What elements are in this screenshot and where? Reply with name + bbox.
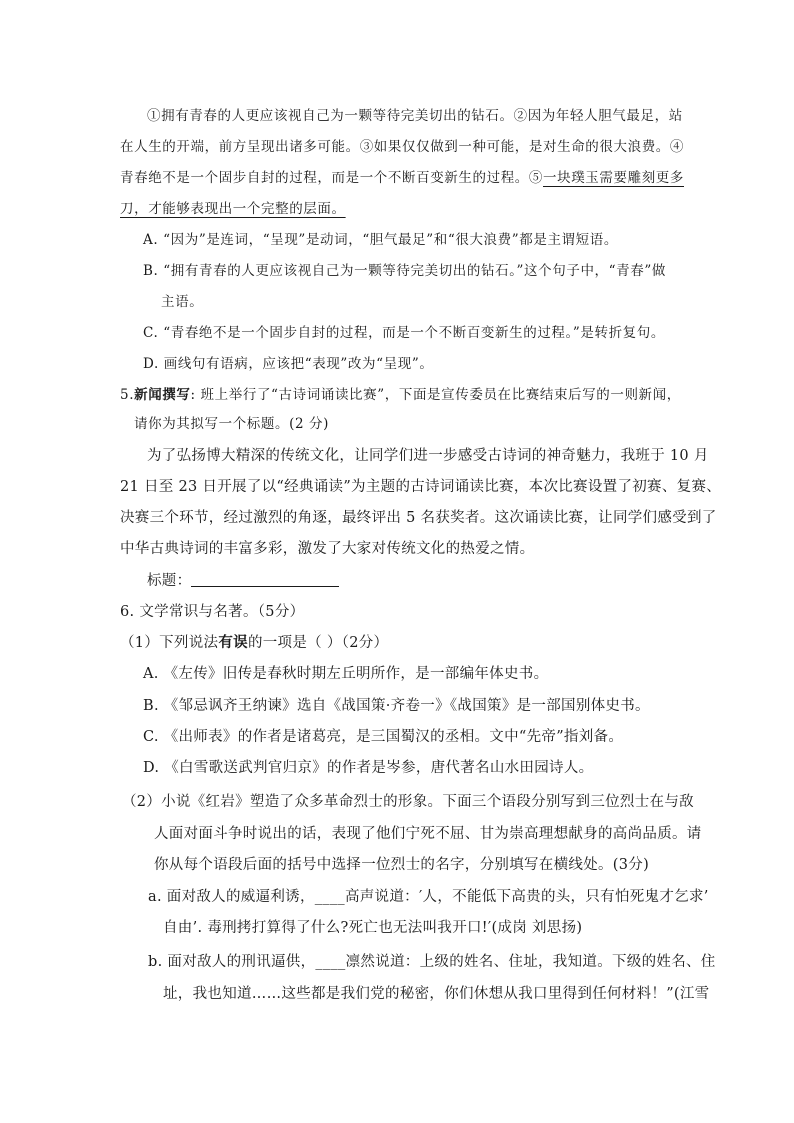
- q5-prompt-text: : 班上举行了“古诗词诵读比赛”，下面是宣传委员在比赛结束后写的一则新闻，: [190, 387, 681, 403]
- q6-heading: 6. 文学常识与名著。（5分）: [120, 604, 305, 620]
- passage-line-1: ①拥有青春的人更应该视自己为一颗等待完美切出的钻石。②因为年轻人胆气最足，站: [147, 108, 683, 124]
- passage-line-3-text: 青春绝不是一个固步自封的过程，而是一个不断百变新生的过程。⑤: [120, 170, 543, 186]
- q6-sub1: [120, 633, 388, 653]
- q4-option-b: B. “拥有青春的人更应该视自己为一颗等待完美切出的钻石。”这个句子中，“青春”做: [143, 263, 666, 279]
- news-line-1: 为了弘扬博大精深的传统文化，让同学们进一步感受古诗词的神奇魅力，我班于 10 月: [147, 448, 709, 464]
- news-line-4: 中华古典诗词的丰富多彩，激发了大家对传统文化的热爱之情。: [120, 541, 535, 557]
- news-line-2: 21 日至 23 日开展了以“经典诵读”为主题的古诗词诵读比赛，本次比赛设置了初赛、复赛、: [120, 479, 722, 495]
- news-line-3: 决赛三个环节，经过激烈的角逐，最终评出 5 名获奖者。这次诵读比赛，让同学们感受到了: [120, 510, 717, 526]
- underlined-sentence-part-1: 一块璞玉需要雕刻更多: [543, 170, 684, 186]
- q5-tag: 新闻撰写: [134, 387, 191, 403]
- passage-line-2: 在人生的开端，前方呈现出诸多可能。③如果仅仅做到一种可能，是对生命的很大浪费。④: [120, 139, 684, 155]
- q6-option-b: B. 《邹忌讽齐王纳谏》选自《战国策·齐卷一》《战国策》是一部国别体史书。: [143, 698, 650, 714]
- q6-option-c: C. 《出师表》的作者是诸葛亮，是三国蜀汉的丞相。文中“先帝”指刘备。: [143, 729, 624, 745]
- q6-item-b-cont: 址，我也知道……这些都是我们党的秘密，你们休想从我口里得到任何材料！”(江雪: [163, 986, 710, 1002]
- underlined-sentence-part-2: 刀，才能够表现出一个完整的层面。: [120, 201, 346, 217]
- q6-sub2-line-2: 人面对面斗争时说出的话，表现了他们宁死不屈、甘为崇高理想献身的高尚品质。请: [154, 826, 702, 842]
- title-answer-row: [147, 571, 339, 591]
- q6-sub1-emphasis: 有误: [218, 634, 248, 651]
- q6-item-b: b. 面对敌人的刑讯逼供，____凛然说道：上级的姓名、住址，我知道。下级的姓名、住: [148, 954, 716, 970]
- q6-sub1-text: （1）下列说法: [120, 635, 219, 651]
- q6-sub2-line-1: （2）小说《红岩》塑造了众多革命烈士的形象。下面三个语段分别写到三位烈士在与敌: [122, 794, 694, 810]
- title-label: 标题：: [147, 573, 192, 589]
- q4-option-a: A. “因为”是连词，“呈现”是动词，“胆气最足”和“很大浪费”都是主谓短语。: [143, 232, 618, 248]
- passage-line-3: [120, 168, 684, 188]
- q6-sub2-line-3: 你从每个语段后面的括号中选择一位烈士的名字，分别填写在横线处。(3分): [154, 857, 650, 873]
- q4-option-d: D. 画线句有语病，应该把“表现”改为“呈现”。: [143, 356, 434, 372]
- q5-number: 5.: [120, 387, 135, 403]
- q4-option-c: C. “青春绝不是一个固步自封的过程，而是一个不断百变新生的过程。”是转折复句。: [143, 325, 665, 341]
- q5-prompt-cont: 请你为其拟写一个标题。(2 分): [134, 416, 330, 432]
- q5-prompt: [120, 385, 681, 405]
- q4-option-b-cont: 主语。: [161, 294, 204, 310]
- title-answer-blank[interactable]: [191, 572, 339, 587]
- q6-sub1-text-end: 的一项是（ ）（2分）: [247, 635, 389, 651]
- q6-item-a: a. 面对敌人的威逼利诱，____高声说道：′人，不能低下高贵的头，只有怕死鬼才乞求’: [148, 889, 709, 905]
- q6-option-d: D. 《白雪歌送武判官归京》的作者是岑参，唐代著名山水田园诗人。: [143, 760, 594, 776]
- q6-option-a: A. 《左传》旧传是春秋时期左丘明所作，是一部编年体史书。: [143, 666, 549, 682]
- q6-item-a-cont: 自由’. 毒刑拷打算得了什么?死亡也无法叫我开口!′(成岗 刘思扬): [163, 920, 583, 936]
